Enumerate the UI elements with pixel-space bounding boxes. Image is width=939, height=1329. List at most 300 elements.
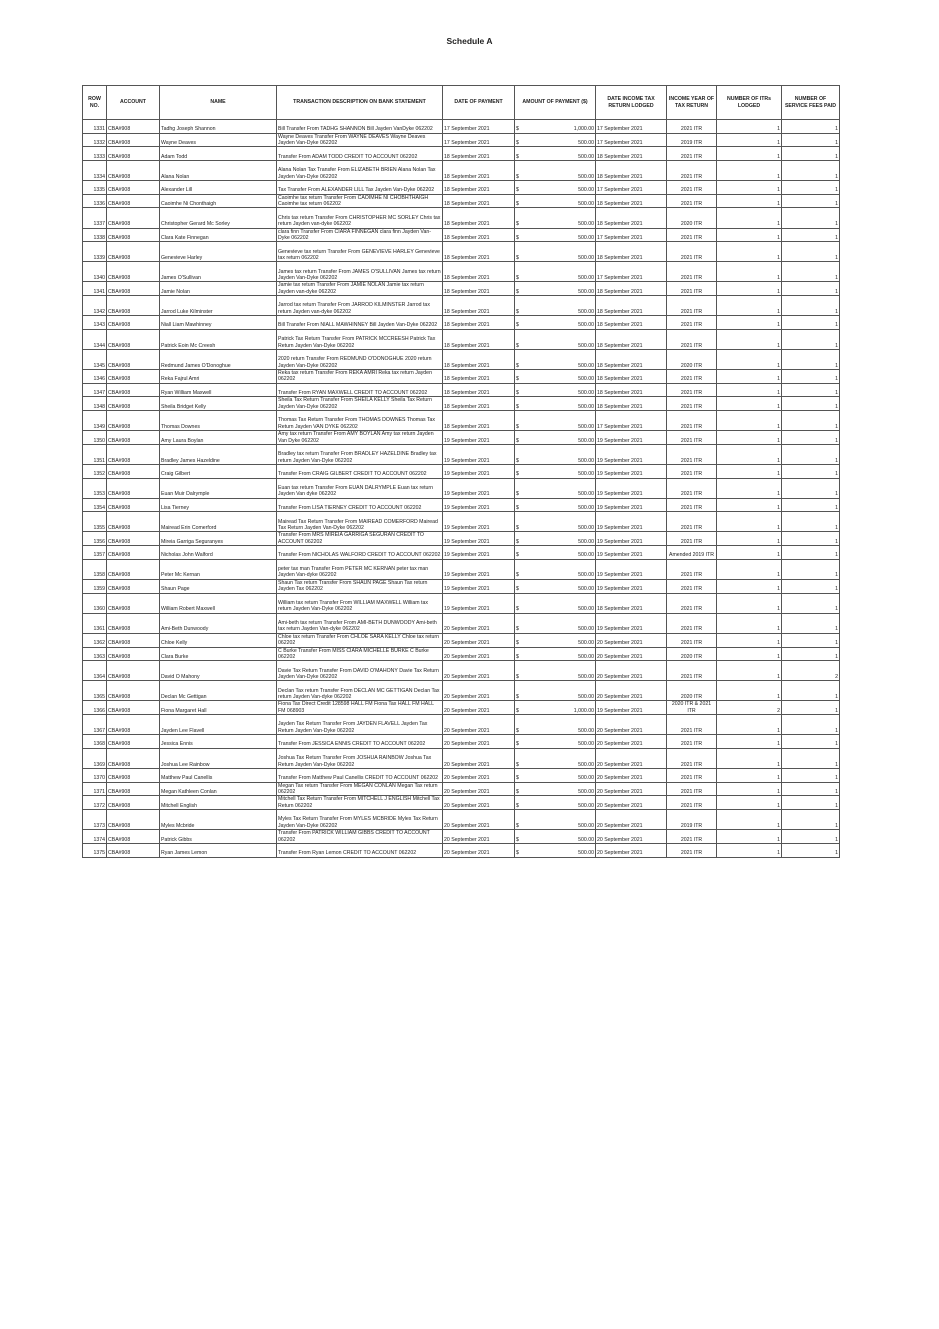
payment-date-cell: 18 September 2021 — [443, 296, 515, 316]
account-cell: CBA#908 — [107, 228, 160, 242]
amount-value: 500.00 — [578, 308, 594, 315]
currency-symbol: $ — [516, 288, 519, 295]
currency-symbol: $ — [516, 775, 519, 782]
lodged-date-cell: 20 September 2021 — [596, 681, 667, 701]
name-cell: Sheila Bridget Kelly — [160, 397, 277, 411]
table-row — [83, 715, 840, 735]
account-cell: CBA#908 — [107, 397, 160, 411]
account-cell: CBA#908 — [107, 431, 160, 445]
income-year-cell: 2021 ITR — [667, 748, 717, 768]
fees-paid-cell: 1 — [782, 782, 840, 796]
amount-cell — [515, 512, 596, 532]
amount-value: 500.00 — [578, 653, 594, 660]
currency-symbol: $ — [516, 504, 519, 511]
header-account: ACCOUNT — [107, 86, 160, 120]
row-no-cell: 1355 — [83, 512, 107, 532]
table-row — [83, 349, 840, 369]
fees-paid-cell: 1 — [782, 282, 840, 296]
row-no-cell: 1336 — [83, 194, 107, 208]
fees-paid-cell: 1 — [782, 120, 840, 134]
itrs-lodged-cell: 1 — [717, 369, 782, 383]
account-cell: CBA#908 — [107, 579, 160, 593]
name-cell: Patrick Gibbs — [160, 830, 277, 844]
amount-value: 500.00 — [578, 437, 594, 444]
amount-value: 500.00 — [578, 288, 594, 295]
itrs-lodged-cell: 1 — [717, 242, 782, 262]
table-row — [83, 701, 840, 715]
name-cell: Jayden Lee Flavell — [160, 715, 277, 735]
payment-date-cell: 18 September 2021 — [443, 329, 515, 349]
lodged-date-cell: 18 September 2021 — [596, 208, 667, 228]
income-year-cell: Amended 2019 ITR — [667, 546, 717, 560]
row-no-cell: 1345 — [83, 349, 107, 369]
table-row — [83, 262, 840, 282]
description-cell: Jamie tax return Transfer From JAMIE NOLAN Jamie tax return Jayden van-dyke 062202 — [277, 282, 443, 296]
row-no-cell: 1354 — [83, 498, 107, 512]
table-row — [83, 445, 840, 465]
amount-value: 500.00 — [578, 552, 594, 559]
account-cell: CBA#908 — [107, 512, 160, 532]
row-no-cell: 1370 — [83, 768, 107, 782]
income-year-cell: 2021 ITR — [667, 532, 717, 546]
description-cell: Transfer From PATRICK WILLIAM GIBBS CREDIT TO ACCOUNT 062202 — [277, 830, 443, 844]
name-cell: Jessica Ennis — [160, 735, 277, 749]
income-year-cell: 2021 ITR — [667, 181, 717, 195]
amount-cell — [515, 613, 596, 633]
account-cell: CBA#908 — [107, 681, 160, 701]
amount-cell — [515, 701, 596, 715]
description-cell: Fiona Tax Direct Credit 128598 HALL FM Fiona Tax HALL FM HALL FM 068903 — [277, 701, 443, 715]
amount-value: 500.00 — [578, 457, 594, 464]
income-year-cell: 2021 ITR — [667, 431, 717, 445]
row-no-cell: 1331 — [83, 120, 107, 134]
lodged-date-cell: 18 September 2021 — [596, 349, 667, 369]
account-cell: CBA#908 — [107, 194, 160, 208]
amount-cell — [515, 262, 596, 282]
table-row — [83, 242, 840, 262]
income-year-cell: 2020 ITR & 2021 ITR — [667, 701, 717, 715]
amount-value: 500.00 — [578, 850, 594, 857]
fees-paid-cell: 1 — [782, 133, 840, 147]
currency-symbol: $ — [516, 586, 519, 593]
amount-cell — [515, 147, 596, 161]
currency-symbol: $ — [516, 524, 519, 531]
account-cell: CBA#908 — [107, 613, 160, 633]
fees-paid-cell: 1 — [782, 796, 840, 810]
name-cell: Ryan William Maxwell — [160, 383, 277, 397]
account-cell: CBA#908 — [107, 830, 160, 844]
lodged-date-cell: 19 September 2021 — [596, 613, 667, 633]
name-cell: Declan Mc Gettigan — [160, 681, 277, 701]
account-cell: CBA#908 — [107, 133, 160, 147]
income-year-cell: 2021 ITR — [667, 498, 717, 512]
currency-symbol: $ — [516, 761, 519, 768]
fees-paid-cell: 1 — [782, 228, 840, 242]
income-year-cell: 2021 ITR — [667, 715, 717, 735]
fees-paid-cell: 1 — [782, 465, 840, 479]
amount-cell — [515, 647, 596, 661]
table-row — [83, 465, 840, 479]
currency-symbol: $ — [516, 788, 519, 795]
account-cell: CBA#908 — [107, 661, 160, 681]
name-cell: Adam Todd — [160, 147, 277, 161]
lodged-date-cell: 20 September 2021 — [596, 768, 667, 782]
amount-cell — [515, 329, 596, 349]
itrs-lodged-cell: 1 — [717, 579, 782, 593]
header-date-of-payment: DATE OF PAYMENT — [443, 86, 515, 120]
account-cell: CBA#908 — [107, 208, 160, 228]
amount-value: 500.00 — [578, 788, 594, 795]
income-year-cell: 2021 ITR — [667, 411, 717, 431]
payment-date-cell: 18 September 2021 — [443, 411, 515, 431]
table-row — [83, 147, 840, 161]
currency-symbol: $ — [516, 234, 519, 241]
currency-symbol: $ — [516, 342, 519, 349]
amount-value: 500.00 — [578, 822, 594, 829]
fees-paid-cell: 2 — [782, 661, 840, 681]
description-cell: Mairead Tax Return Transfer From MAIREAD COMERFORD Mairead Tax Return Jayden Van-Dyke 062202 — [277, 512, 443, 532]
description-cell: Transfer From ADAM TODD CREDIT TO ACCOUNT 062202 — [277, 147, 443, 161]
itrs-lodged-cell: 1 — [717, 133, 782, 147]
row-no-cell: 1339 — [83, 242, 107, 262]
row-no-cell: 1332 — [83, 133, 107, 147]
amount-cell — [515, 593, 596, 613]
itrs-lodged-cell: 1 — [717, 735, 782, 749]
fees-paid-cell: 1 — [782, 262, 840, 282]
income-year-cell: 2021 ITR — [667, 579, 717, 593]
amount-cell — [515, 830, 596, 844]
row-no-cell: 1364 — [83, 661, 107, 681]
lodged-date-cell: 18 September 2021 — [596, 316, 667, 330]
amount-value: 500.00 — [578, 173, 594, 180]
table-row — [83, 383, 840, 397]
row-no-cell: 1366 — [83, 701, 107, 715]
amount-cell — [515, 181, 596, 195]
amount-value: 500.00 — [578, 524, 594, 531]
amount-cell — [515, 715, 596, 735]
payment-date-cell: 19 September 2021 — [443, 593, 515, 613]
header-fees-paid: NUMBER OF SERVICE FEES PAID — [782, 86, 840, 120]
account-cell: CBA#908 — [107, 748, 160, 768]
name-cell: Thomas Downes — [160, 411, 277, 431]
amount-cell — [515, 431, 596, 445]
income-year-cell: 2020 ITR — [667, 681, 717, 701]
account-cell: CBA#908 — [107, 369, 160, 383]
payment-date-cell: 20 September 2021 — [443, 782, 515, 796]
fees-paid-cell: 1 — [782, 633, 840, 647]
income-year-cell: 2021 ITR — [667, 262, 717, 282]
currency-symbol: $ — [516, 153, 519, 160]
fees-paid-cell: 1 — [782, 329, 840, 349]
lodged-date-cell: 17 September 2021 — [596, 133, 667, 147]
lodged-date-cell: 17 September 2021 — [596, 262, 667, 282]
income-year-cell: 2021 ITR — [667, 445, 717, 465]
payment-date-cell: 18 September 2021 — [443, 228, 515, 242]
income-year-cell: 2021 ITR — [667, 161, 717, 181]
table-row — [83, 593, 840, 613]
payment-date-cell: 19 September 2021 — [443, 431, 515, 445]
amount-cell — [515, 532, 596, 546]
itrs-lodged-cell: 1 — [717, 411, 782, 431]
payment-date-cell: 18 September 2021 — [443, 369, 515, 383]
lodged-date-cell: 17 September 2021 — [596, 181, 667, 195]
description-cell: Transfer From LISA TIERNEY CREDIT TO ACCOUNT 062202 — [277, 498, 443, 512]
name-cell: Chloe Kelly — [160, 633, 277, 647]
row-no-cell: 1375 — [83, 844, 107, 858]
description-cell: Transfer From NICHOLAS WALFORD CREDIT TO ACCOUNT 062202 — [277, 546, 443, 560]
fees-paid-cell: 1 — [782, 431, 840, 445]
amount-cell — [515, 782, 596, 796]
payment-date-cell: 19 September 2021 — [443, 546, 515, 560]
name-cell: Matthew Paul Canellis — [160, 768, 277, 782]
table-row — [83, 748, 840, 768]
itrs-lodged-cell: 1 — [717, 715, 782, 735]
row-no-cell: 1342 — [83, 296, 107, 316]
fees-paid-cell: 1 — [782, 161, 840, 181]
account-cell: CBA#908 — [107, 701, 160, 715]
account-cell: CBA#908 — [107, 796, 160, 810]
fees-paid-cell: 1 — [782, 559, 840, 579]
income-year-cell: 2021 ITR — [667, 397, 717, 411]
lodged-date-cell: 20 September 2021 — [596, 844, 667, 858]
row-no-cell: 1340 — [83, 262, 107, 282]
income-year-cell: 2021 ITR — [667, 844, 717, 858]
account-cell: CBA#908 — [107, 147, 160, 161]
fees-paid-cell: 1 — [782, 383, 840, 397]
payment-date-cell: 18 September 2021 — [443, 397, 515, 411]
currency-symbol: $ — [516, 653, 519, 660]
name-cell: Megan Kathleen Conlan — [160, 782, 277, 796]
table-row — [83, 397, 840, 411]
description-cell: Alana Nolan Tax Transfer From ELIZABETH BRIEN Alana Nolan Tax Jayden Van-Dyke 062202 — [277, 161, 443, 181]
name-cell: Amy Laura Boylan — [160, 431, 277, 445]
table-row — [83, 796, 840, 810]
row-no-cell: 1338 — [83, 228, 107, 242]
lodged-date-cell: 19 September 2021 — [596, 478, 667, 498]
lodged-date-cell: 20 September 2021 — [596, 782, 667, 796]
amount-cell — [515, 748, 596, 768]
amount-value: 1,000.00 — [573, 707, 594, 714]
payment-date-cell: 19 September 2021 — [443, 512, 515, 532]
account-cell: CBA#908 — [107, 559, 160, 579]
amount-value: 500.00 — [578, 322, 594, 329]
name-cell: Jamie Nolan — [160, 282, 277, 296]
account-cell: CBA#908 — [107, 633, 160, 647]
name-cell: Ami-Beth Dunwoody — [160, 613, 277, 633]
amount-value: 500.00 — [578, 586, 594, 593]
description-cell: Chloe tax return Transfer From CHLOE SARA KELLY Chloe tax return 062202 — [277, 633, 443, 647]
table-row — [83, 228, 840, 242]
account-cell: CBA#908 — [107, 735, 160, 749]
table-row — [83, 735, 840, 749]
payment-date-cell: 20 September 2021 — [443, 633, 515, 647]
row-no-cell: 1362 — [83, 633, 107, 647]
description-cell: Euan tax return Transfer From EUAN DALRYMPLE Euan tax return Jayden Van dyke 062202 — [277, 478, 443, 498]
description-cell: Ami-beth tax return Transfer From AMI-BETH DUNWOODY Ami-beth tax return Jayden Van-dyke 062202 — [277, 613, 443, 633]
itrs-lodged-cell: 1 — [717, 181, 782, 195]
fees-paid-cell: 1 — [782, 681, 840, 701]
table-row — [83, 830, 840, 844]
amount-cell — [515, 242, 596, 262]
description-cell: Transfer From RYAN MAXWELL CREDIT TO ACCOUNT 062202 — [277, 383, 443, 397]
currency-symbol: $ — [516, 376, 519, 383]
amount-cell — [515, 208, 596, 228]
itrs-lodged-cell: 1 — [717, 613, 782, 633]
account-cell: CBA#908 — [107, 411, 160, 431]
payment-date-cell: 19 September 2021 — [443, 532, 515, 546]
name-cell: Shaun Page — [160, 579, 277, 593]
row-no-cell: 1373 — [83, 810, 107, 830]
amount-value: 500.00 — [578, 741, 594, 748]
header-income-year: INCOME YEAR OF TAX RETURN — [667, 86, 717, 120]
currency-symbol: $ — [516, 552, 519, 559]
account-cell: CBA#908 — [107, 478, 160, 498]
account-cell: CBA#908 — [107, 810, 160, 830]
lodged-date-cell: 18 September 2021 — [596, 161, 667, 181]
payment-date-cell: 20 September 2021 — [443, 715, 515, 735]
name-cell: Joshua Lee Rainbow — [160, 748, 277, 768]
description-cell: 2020 return Transfer From REDMUND O'DONOGHUE 2020 return Jayden Van-Dyke 062202 — [277, 349, 443, 369]
currency-symbol: $ — [516, 836, 519, 843]
income-year-cell: 2021 ITR — [667, 147, 717, 161]
account-cell: CBA#908 — [107, 768, 160, 782]
amount-value: 500.00 — [578, 423, 594, 430]
table-row — [83, 559, 840, 579]
fees-paid-cell: 1 — [782, 147, 840, 161]
amount-value: 500.00 — [578, 376, 594, 383]
name-cell: Patrick Eoin Mc Creesh — [160, 329, 277, 349]
description-cell: Bill Transfer From NIALL MAWHINNEY Bill Jayden Van-Dyke 062202 — [277, 316, 443, 330]
amount-value: 500.00 — [578, 673, 594, 680]
payment-date-cell: 18 September 2021 — [443, 383, 515, 397]
currency-symbol: $ — [516, 322, 519, 329]
amount-cell — [515, 194, 596, 208]
amount-value: 500.00 — [578, 254, 594, 261]
description-cell: Amy tax return Transfer From AMY BOYLAN Amy tax return Jayden Van Dyke 062202 — [277, 431, 443, 445]
income-year-cell: 2021 ITR — [667, 661, 717, 681]
payment-date-cell: 18 September 2021 — [443, 316, 515, 330]
table-row — [83, 194, 840, 208]
row-no-cell: 1349 — [83, 411, 107, 431]
amount-value: 500.00 — [578, 775, 594, 782]
name-cell: Niall Liam Mawhinney — [160, 316, 277, 330]
amount-cell — [515, 316, 596, 330]
amount-cell — [515, 369, 596, 383]
income-year-cell: 2020 ITR — [667, 208, 717, 228]
description-cell: Jayden Tax Return Transfer From JAYDEN FLAVELL Jayden Tax Return Jayden Van-Dyke 062202 — [277, 715, 443, 735]
fees-paid-cell: 1 — [782, 498, 840, 512]
row-no-cell: 1367 — [83, 715, 107, 735]
amount-cell — [515, 296, 596, 316]
table-row — [83, 133, 840, 147]
description-cell: Bill Transfer From TADHG SHANNON Bill Jayden VanDyke 062202 — [277, 120, 443, 134]
name-cell: Caoimhe Ni Chonthaigh — [160, 194, 277, 208]
currency-symbol: $ — [516, 275, 519, 281]
payment-date-cell: 20 September 2021 — [443, 830, 515, 844]
payment-date-cell: 19 September 2021 — [443, 478, 515, 498]
income-year-cell: 2021 ITR — [667, 478, 717, 498]
amount-value: 1,000.00 — [573, 126, 594, 133]
fees-paid-cell: 1 — [782, 579, 840, 593]
itrs-lodged-cell: 1 — [717, 593, 782, 613]
description-cell: Wayne Deaves Transfer From WAYNE DEAVES Wayne Deaves Jayden Van-Dyke 062202 — [277, 133, 443, 147]
row-no-cell: 1369 — [83, 748, 107, 768]
amount-value: 500.00 — [578, 153, 594, 160]
fees-paid-cell: 1 — [782, 701, 840, 715]
amount-value: 500.00 — [578, 403, 594, 410]
lodged-date-cell: 20 September 2021 — [596, 810, 667, 830]
amount-cell — [515, 397, 596, 411]
payment-date-cell: 20 September 2021 — [443, 647, 515, 661]
description-cell: Megan Tax return Transfer From MEGAN CONLAN Megan Tax return 062202 — [277, 782, 443, 796]
lodged-date-cell: 20 September 2021 — [596, 830, 667, 844]
amount-value: 500.00 — [578, 389, 594, 396]
fees-paid-cell: 1 — [782, 397, 840, 411]
table-row — [83, 579, 840, 593]
account-cell: CBA#908 — [107, 262, 160, 282]
amount-value: 500.00 — [578, 606, 594, 613]
lodged-date-cell: 20 September 2021 — [596, 748, 667, 768]
payment-date-cell: 20 September 2021 — [443, 810, 515, 830]
description-cell: Jarrod tax return Transfer From JARROD KILMINSTER Jarrod tax return Jayden van-dyke 062202 — [277, 296, 443, 316]
fees-paid-cell: 1 — [782, 768, 840, 782]
fees-paid-cell: 1 — [782, 613, 840, 633]
table-row — [83, 613, 840, 633]
itrs-lodged-cell: 1 — [717, 194, 782, 208]
header-date-lodged: DATE INCOME TAX RETURN LODGED — [596, 86, 667, 120]
lodged-date-cell: 19 September 2021 — [596, 559, 667, 579]
currency-symbol: $ — [516, 308, 519, 315]
currency-symbol: $ — [516, 437, 519, 444]
row-no-cell: 1334 — [83, 161, 107, 181]
amount-cell — [515, 383, 596, 397]
payment-date-cell: 20 September 2021 — [443, 768, 515, 782]
currency-symbol: $ — [516, 187, 519, 194]
description-cell: Transfer From JESSICA ENNIS CREDIT TO ACCOUNT 062202 — [277, 735, 443, 749]
income-year-cell: 2021 ITR — [667, 383, 717, 397]
amount-cell — [515, 661, 596, 681]
lodged-date-cell: 19 September 2021 — [596, 532, 667, 546]
table-row — [83, 296, 840, 316]
amount-cell — [515, 478, 596, 498]
lodged-date-cell: 18 September 2021 — [596, 242, 667, 262]
itrs-lodged-cell: 1 — [717, 431, 782, 445]
table-row — [83, 498, 840, 512]
description-cell: Joshua Tax Return Transfer From JOSHUA RAINBOW Joshua Tax Return Jayden Van-Dyke 062202 — [277, 748, 443, 768]
income-year-cell: 2021 ITR — [667, 735, 717, 749]
description-cell: Transfer From Ryan Lemon CREDIT TO ACCOUNT 062202 — [277, 844, 443, 858]
fees-paid-cell: 1 — [782, 478, 840, 498]
name-cell: Reka Fajrul Amri — [160, 369, 277, 383]
income-year-cell: 2021 ITR — [667, 228, 717, 242]
account-cell: CBA#908 — [107, 844, 160, 858]
payment-date-cell: 19 September 2021 — [443, 559, 515, 579]
row-no-cell: 1350 — [83, 431, 107, 445]
description-cell: Declan Tax return Transfer From DECLAN MC GETTIGAN Declan Tax return Jayden Van-dyke 062202 — [277, 681, 443, 701]
fees-paid-cell: 1 — [782, 715, 840, 735]
table-row — [83, 844, 840, 858]
currency-symbol: $ — [516, 673, 519, 680]
lodged-date-cell: 20 September 2021 — [596, 661, 667, 681]
amount-cell — [515, 579, 596, 593]
lodged-date-cell: 20 September 2021 — [596, 633, 667, 647]
amount-cell — [515, 120, 596, 134]
income-year-cell: 2021 ITR — [667, 559, 717, 579]
payment-date-cell: 18 September 2021 — [443, 282, 515, 296]
description-cell: clara finn Transfer From CIARA FINNEGAN clara finn Jayden Van-Dyke 062202 — [277, 228, 443, 242]
description-cell: Bradley tax return Transfer From BRADLEY HAZELDINE Bradley tax return Jayden Van-Dyke 062202 — [277, 445, 443, 465]
row-no-cell: 1353 — [83, 478, 107, 498]
